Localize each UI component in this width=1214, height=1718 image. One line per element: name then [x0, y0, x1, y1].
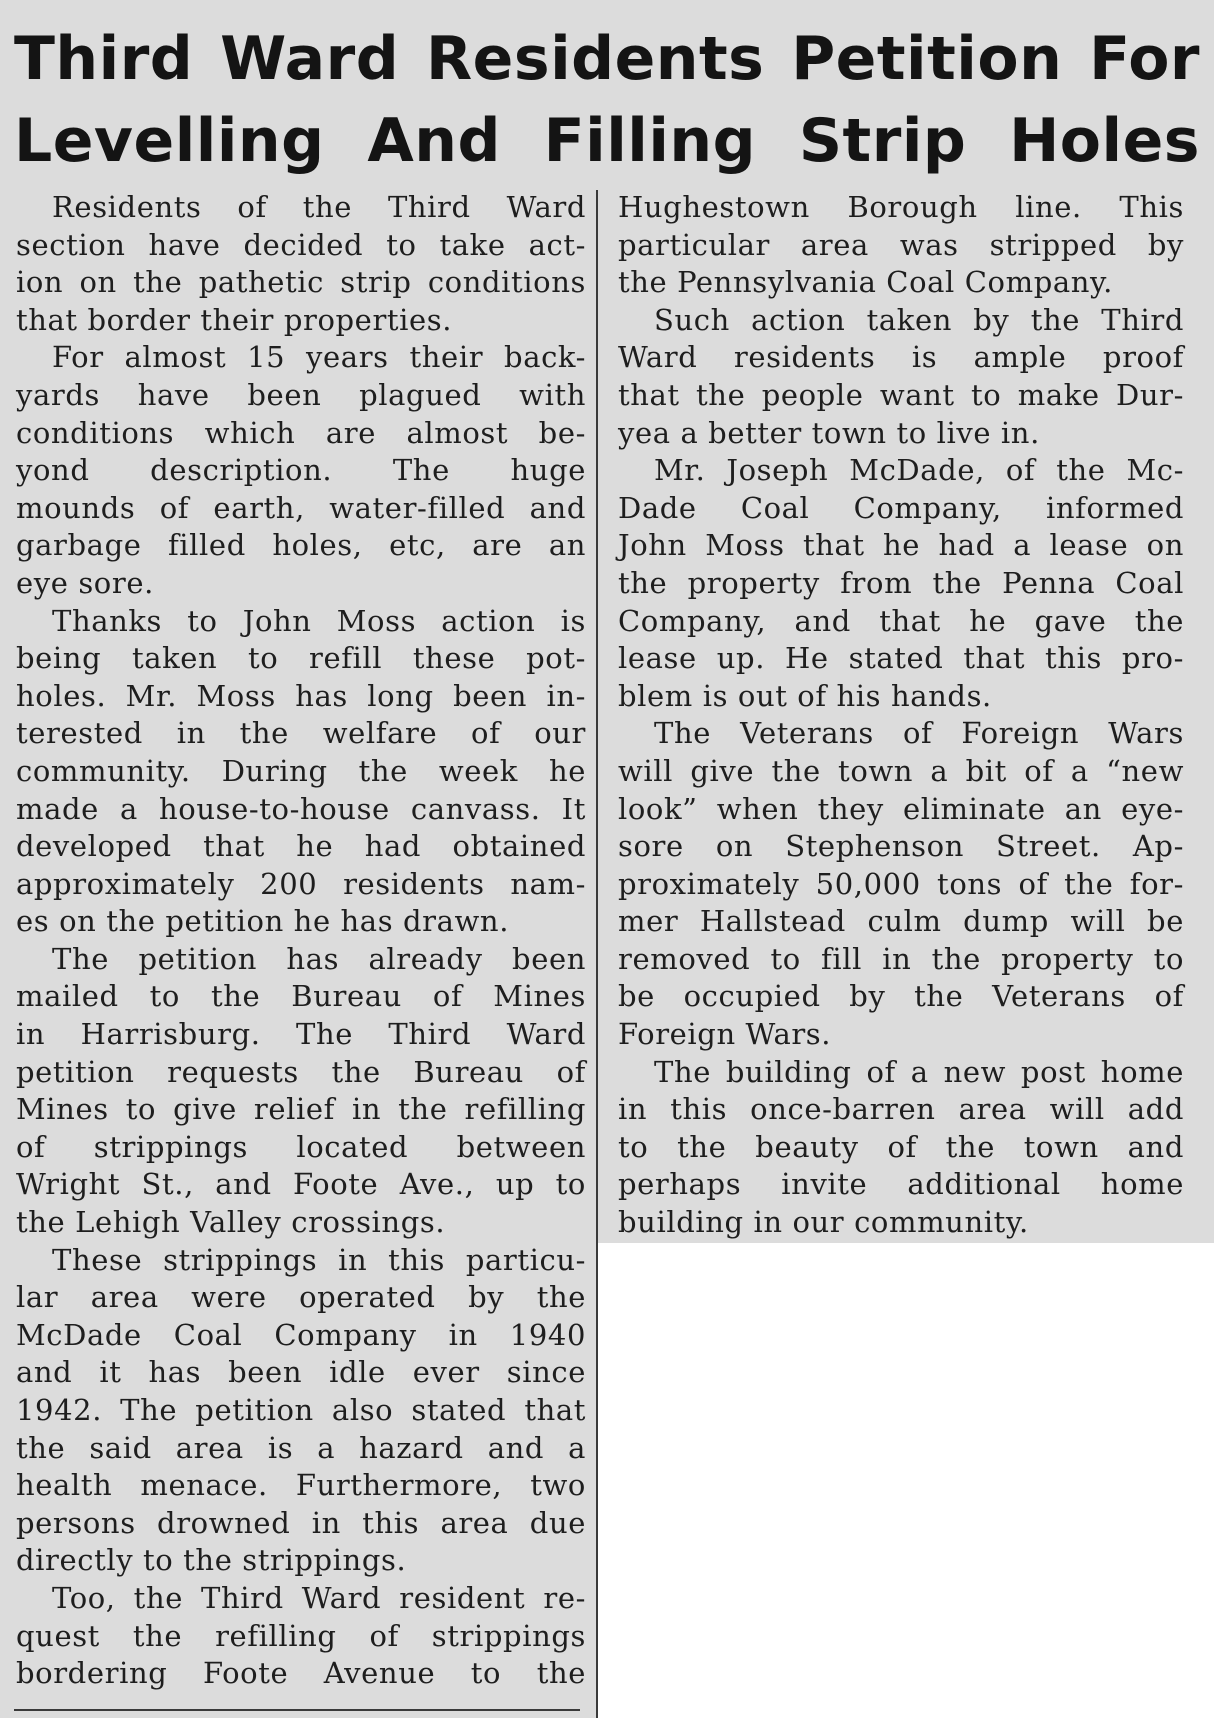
article-line: Thanks to John Moss action is [52, 603, 586, 638]
article-line: bordering Foote Avenue to the [16, 1656, 586, 1691]
article-line: The Veterans of Foreign Wars [654, 716, 1184, 751]
headline-line-2: Levelling And Filling Strip Holes [14, 106, 1200, 176]
headline-line-1: Third Ward Residents Petition For [14, 24, 1200, 94]
article-line: yond description. The huge [16, 453, 586, 488]
article-line: directly to the strippings. [16, 1543, 407, 1578]
article-line: petition requests the Bureau of [16, 1054, 586, 1089]
article-column-left [16, 189, 586, 1693]
bottom-rule [14, 1709, 580, 1711]
article-line: sore on Stephenson Street. Ap- [618, 829, 1184, 864]
article-line: look” when they eliminate an eye- [618, 791, 1184, 826]
article-line: garbage filled holes, etc, are an [16, 528, 586, 563]
article-line: and it has been idle ever since [16, 1355, 586, 1390]
column-divider [596, 190, 598, 1718]
article-line: of strippings located between [16, 1129, 586, 1164]
article-line: that border their properties. [16, 302, 453, 337]
article-line: made a house-to-house canvass. It [16, 791, 586, 826]
article-line: blem is out of his hands. [618, 678, 992, 713]
article-line: mailed to the Bureau of Mines [16, 979, 586, 1014]
article-line: quest the refilling of strippings [16, 1618, 586, 1653]
article-line: terested in the welfare of our [16, 716, 586, 751]
article-line: building in our community. [618, 1205, 1029, 1240]
article-line: Mines to give relief in the refilling [16, 1092, 586, 1127]
article-line: the said area is a hazard and a [16, 1430, 586, 1465]
article-line: Such action taken by the Third [654, 302, 1184, 337]
article-line: John Moss that he had a lease on [618, 528, 1184, 563]
article-line: For almost 15 years their back- [52, 340, 586, 375]
article-line: eye sore. [16, 565, 154, 600]
article-line: the Pennsylvania Coal Company. [618, 265, 1113, 300]
article-line: yea a better town to live in. [618, 415, 1040, 450]
article-line: conditions which are almost be- [16, 415, 586, 450]
article-line: particular area was stripped by [618, 227, 1184, 262]
article-line: yards have been plagued with [16, 377, 586, 412]
article-line: Dade Coal Company, informed [618, 490, 1184, 525]
article-line: These strippings in this particu- [52, 1242, 586, 1277]
article-line: Company, and that he gave the [618, 603, 1184, 638]
article-line: lar area were operated by the [16, 1280, 586, 1315]
article-line: Foreign Wars. [618, 1017, 832, 1052]
article-line: ion on the pathetic strip conditions [16, 265, 586, 300]
article-line: be occupied by the Veterans of [618, 979, 1184, 1014]
article-line: es on the petition he has drawn. [16, 904, 510, 939]
article-line: approximately 200 residents nam- [16, 866, 586, 901]
article-line: mounds of earth, water-filled and [16, 490, 586, 525]
article-line: developed that he had obtained [16, 829, 586, 864]
article-line: Residents of the Third Ward [52, 190, 586, 224]
article-line: the property from the Penna Coal [618, 565, 1184, 600]
article-line: the Lehigh Valley crossings. [16, 1205, 446, 1240]
article-line: mer Hallstead culm dump will be [618, 904, 1184, 939]
article-line: Wright St., and Foote Ave., up to [16, 1167, 586, 1202]
article-line: to the beauty of the town and [618, 1129, 1184, 1164]
article-line: The building of a new post home [654, 1054, 1184, 1089]
article-line: Mr. Joseph McDade, of the Mc- [654, 453, 1184, 488]
article-line: in Harrisburg. The Third Ward [16, 1017, 586, 1052]
article-line: perhaps invite additional home [618, 1167, 1184, 1202]
article-line: Too, the Third Ward resident re- [52, 1580, 586, 1615]
article-line: being taken to refill these pot- [16, 641, 586, 676]
article-line: proximately 50,000 tons of the for- [618, 866, 1184, 901]
article-line: health menace. Furthermore, two [16, 1468, 586, 1503]
article-line: community. During the week he [16, 753, 586, 788]
article-line: removed to fill in the property to [618, 941, 1184, 976]
article-line: will give the town a bit of a “new [618, 753, 1184, 788]
article-line: section have decided to take act- [16, 227, 586, 262]
headline [14, 18, 1200, 182]
article-line: persons drowned in this area due [16, 1505, 586, 1540]
article-line: 1942. The petition also stated that [16, 1393, 586, 1427]
article-line: in this once-barren area will add [618, 1092, 1184, 1127]
article-line: that the people want to make Dur- [618, 377, 1184, 412]
article-column-right [618, 189, 1184, 1242]
article-line: The petition has already been [52, 941, 586, 976]
article-line: Ward residents is ample proof [618, 340, 1184, 375]
article-line: Hughestown Borough line. This [618, 190, 1184, 224]
article-line: McDade Coal Company in 1940 [16, 1317, 586, 1352]
article-line: holes. Mr. Moss has long been in- [16, 678, 586, 713]
article-line: lease up. He stated that this pro- [618, 641, 1184, 676]
